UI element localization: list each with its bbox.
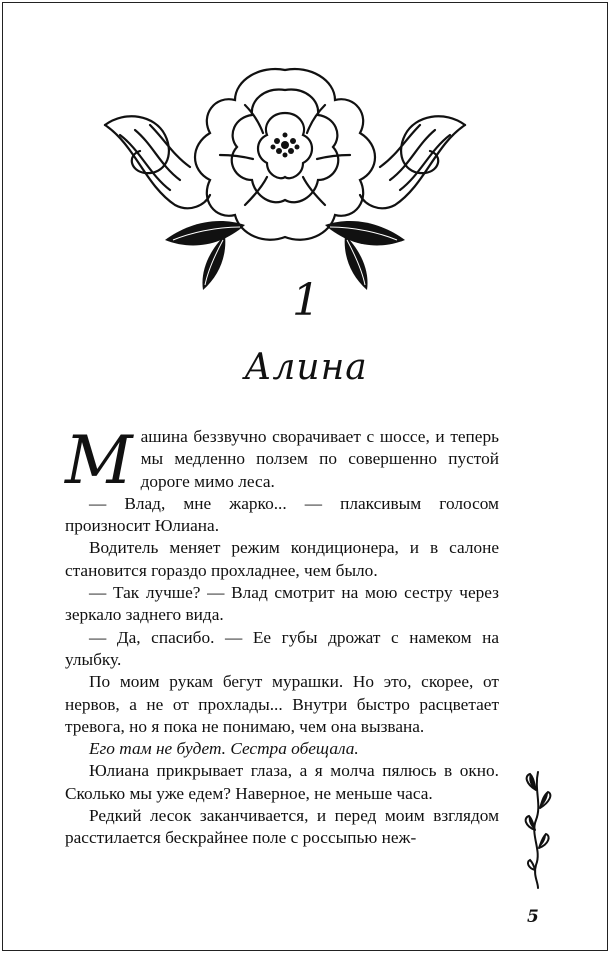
chapter-number: 1 [292,275,320,326]
paragraph-7-italic: Его там не будет. Сестра обещала. [89,739,359,759]
drop-cap: М [65,422,133,499]
paragraph-4: — Так лучше? — Влад смотрит на мою сестру через зеркало заднего вида. [65,583,499,625]
chapter-title: Алина [244,347,368,388]
paragraph-1: Машина беззвучно сворачивает с шоссе, и теперь мы медленно ползем по совершенно пустой дороге мимо леса. [65,422,499,499]
rose-ornament-icon [95,55,475,295]
paragraph-2: — Влад, мне жарко... — плаксивым голосом произносит Юлиана. [65,493,499,536]
paragraph-8: Юлиана прикрывает глаза, а я молча пялюсь в окно. Сколько мы уже едем? Наверное, не меньше часа. [65,761,499,803]
paragraph-5: — Да, спасибо. — Ее губы дрожат с намеком на улыбку. [65,627,499,669]
paragraph-6: По моим рукам бегут мурашки. Но это, скорее, от нервов, а не от прохлады... Внутри быстро расцветает тревога, но я пока не понимаю, чем она вызвана. [65,672,499,736]
paragraph-9: Редкий лесок заканчивается, и перед моим взглядом расстилается бескрайнее поле с россыпью неж- [65,806,499,848]
chapter-text [65,422,499,850]
paragraph-3: Водитель меняет режим кондиционера, и в салоне становится гораздо прохладнее, чем было. [65,538,499,580]
page-number: 5 [527,907,539,927]
vine-ornament-icon [520,770,556,890]
